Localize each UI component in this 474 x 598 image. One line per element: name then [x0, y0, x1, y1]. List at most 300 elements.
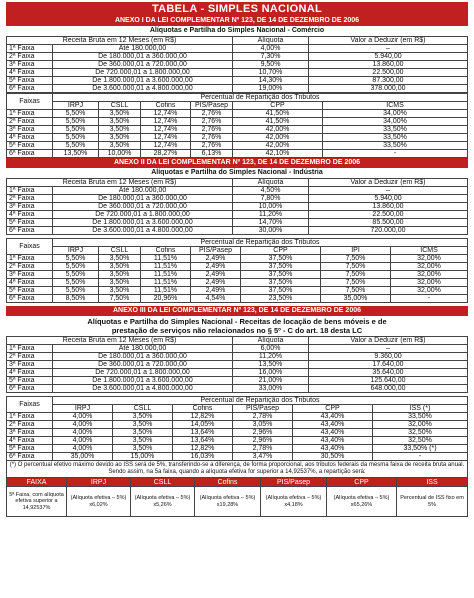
table-row [7, 295, 468, 303]
value-cell: 16,03% [173, 453, 233, 461]
table-row [7, 134, 468, 142]
page-title: TABELA - SIMPLES NACIONAL [6, 2, 468, 16]
value-cell: 37,50% [241, 271, 321, 279]
value-cell: 42,00% [233, 126, 323, 134]
table-row [7, 110, 468, 118]
iss-body-cell: (Alíquota efetiva – 5%) x4,18% [261, 487, 327, 517]
faixa-cell: 2ª Faixa [7, 118, 53, 126]
faixa-cell: 5ª Faixa [7, 377, 53, 385]
annex1-revenue-table [6, 36, 468, 93]
deduct-cell: 720.000,00 [309, 227, 468, 235]
faixa-cell: 4ª Faixa [7, 279, 53, 287]
range-cell: Até 180.000,00 [53, 187, 233, 195]
value-cell: 34,00% [323, 110, 468, 118]
table-row [7, 53, 468, 61]
value-cell: 3,50% [99, 271, 141, 279]
annex3-iss-table [6, 477, 468, 517]
value-cell: 37,50% [241, 287, 321, 295]
value-cell: 33,50% [323, 134, 468, 142]
value-cell: 11,51% [141, 263, 191, 271]
rate-cell: 19,00% [233, 85, 309, 93]
table-row [7, 227, 468, 235]
deduct-cell: – [309, 45, 468, 53]
rate-cell: 33,00% [233, 385, 309, 393]
deduct-header: Valor a Deduzir (em R$) [309, 337, 468, 345]
tax-header: CPP [293, 405, 373, 413]
revenue-header: Receita Bruta em 12 Meses (em R$) [7, 179, 233, 187]
value-cell: 20,96% [141, 295, 191, 303]
rate-cell: 7,80% [233, 195, 309, 203]
value-cell: 2,49% [191, 271, 241, 279]
value-cell: 37,50% [241, 263, 321, 271]
table-row [7, 187, 468, 195]
iss-header-cell: CPP [327, 478, 397, 487]
value-cell: 30,50% [293, 453, 373, 461]
value-cell: 32,50% [373, 429, 468, 437]
value-cell: 32,00% [391, 255, 468, 263]
deduct-cell: 378.000,00 [309, 85, 468, 93]
value-cell: 13,50% [53, 150, 99, 158]
rate-cell: 10,70% [233, 69, 309, 77]
value-cell: 43,40% [293, 429, 373, 437]
faixa-cell: 1ª Faixa [7, 187, 53, 195]
annex3-revenue-table [6, 336, 468, 393]
deduct-cell: 17.640,00 [309, 361, 468, 369]
range-cell: De 180.000,01 a 360.000,00 [53, 195, 233, 203]
deduct-cell: 22.500,00 [309, 211, 468, 219]
value-cell: 35,00% [53, 453, 113, 461]
range-cell: De 720.000,01 a 1.800.000,00 [53, 211, 233, 219]
tax-header: IPI [321, 247, 391, 255]
split-header-row [7, 102, 468, 110]
rate-cell: 6,00% [233, 345, 309, 353]
table-row [7, 203, 468, 211]
range-cell: De 1.800.000,01 a 3.600.000,00 [53, 219, 233, 227]
faixa-cell: 1ª Faixa [7, 413, 53, 421]
value-cell: 3,50% [113, 437, 173, 445]
value-cell: 2,76% [191, 134, 233, 142]
range-cell: Até 180.000,00 [53, 45, 233, 53]
value-cell: 3,50% [99, 142, 141, 150]
value-cell: 42,10% [233, 150, 323, 158]
value-cell: 4,00% [53, 445, 113, 453]
value-cell: 12,74% [141, 134, 191, 142]
table-row [7, 345, 468, 353]
tax-header: ICMS [323, 102, 468, 110]
document-page [6, 2, 468, 517]
annex1-header: ANEXO I DA LEI COMPLEMENTAR Nº 123, DE 14 DE DEZEMBRO DE 2006 [6, 16, 468, 26]
value-cell: 41,50% [233, 118, 323, 126]
tax-header: CPP [241, 247, 321, 255]
table-row [7, 142, 468, 150]
rate-header: Alíquota [233, 37, 309, 45]
value-cell: 2,76% [191, 110, 233, 118]
iss-header-cell: IRPJ [67, 478, 131, 487]
deduct-cell: 125.640,00 [309, 377, 468, 385]
iss-header-cell: CSLL [131, 478, 195, 487]
faixa-cell: 5ª Faixa [7, 219, 53, 227]
faixa-cell: 1ª Faixa [7, 345, 53, 353]
revenue-header: Receita Bruta em 12 Meses (em R$) [7, 37, 233, 45]
faixa-cell: 6ª Faixa [7, 227, 53, 235]
faixa-cell: 6ª Faixa [7, 385, 53, 393]
value-cell: 3,50% [113, 429, 173, 437]
faixa-cell: 3ª Faixa [7, 126, 53, 134]
value-cell: 5,50% [53, 134, 99, 142]
split-title: Percentual de Repartição dos Tributos [53, 397, 468, 405]
value-cell: 4,00% [53, 429, 113, 437]
faixa-cell: 2ª Faixa [7, 263, 53, 271]
iss-body-row [7, 487, 468, 517]
tax-header: CSLL [99, 102, 141, 110]
value-cell: 34,00% [323, 118, 468, 126]
value-cell: 33,50% [373, 413, 468, 421]
table-row [7, 361, 468, 369]
value-cell: 11,51% [141, 287, 191, 295]
deduct-cell: 9.360,00 [309, 353, 468, 361]
tax-header: ISS (*) [373, 405, 468, 413]
faixa-cell: 4ª Faixa [7, 69, 53, 77]
value-cell: 12,82% [173, 445, 233, 453]
value-cell: 3,50% [99, 255, 141, 263]
value-cell: 11,51% [141, 271, 191, 279]
value-cell: 5,50% [53, 110, 99, 118]
table-row [7, 211, 468, 219]
iss-header-cell: FAIXA [7, 478, 67, 487]
rate-header: Alíquota [233, 337, 309, 345]
rate-cell: 21,00% [233, 377, 309, 385]
value-cell: 2,78% [233, 413, 293, 421]
table-row [7, 61, 468, 69]
annex2-subtitle: Alíquotas e Partilha do Simples Nacional - Indústria [151, 169, 323, 176]
value-cell: 43,40% [293, 445, 373, 453]
value-cell: 5,50% [53, 279, 99, 287]
iss-header-row [7, 478, 468, 487]
value-cell: 12,74% [141, 118, 191, 126]
faixa-cell: 3ª Faixa [7, 203, 53, 211]
iss-footnote: (*) O percentual efetivo máximo devido ao ISS será de 5%, transferindo-se a diferença, de forma proporcional, aos tributos federais da mesma faixa de receita bruta anual. Sendo assim, na 5a faixa, quando a alíquota efetiva for superior a 14,92537%, a repartição será: [6, 461, 468, 477]
deduct-cell: – [309, 345, 468, 353]
range-cell: De 360.000,01 a 720.000,00 [53, 61, 233, 69]
value-cell: 2,76% [191, 142, 233, 150]
tax-header: IRPJ [53, 405, 113, 413]
table-row [7, 453, 468, 461]
tax-header: CPP [233, 102, 323, 110]
value-cell: 12,74% [141, 126, 191, 134]
table-header-row [7, 37, 468, 45]
value-cell: 41,50% [233, 110, 323, 118]
value-cell: 3,50% [99, 134, 141, 142]
annex1-subtitle: Alíquotas e Partilha do Simples Nacional - Comércio [149, 27, 325, 34]
tax-header: IRPJ [53, 102, 99, 110]
value-cell: 33,50% [323, 126, 468, 134]
table-row [7, 369, 468, 377]
faixa-cell: 4ª Faixa [7, 369, 53, 377]
value-cell: 5,50% [53, 263, 99, 271]
deduct-cell: 5.940,00 [309, 195, 468, 203]
value-cell: 5,50% [53, 126, 99, 134]
value-cell: 7,50% [321, 263, 391, 271]
annex2-header: ANEXO II DA LEI COMPLEMENTAR Nº 123, DE 14 DE DEZEMBRO DE 2006 [6, 158, 468, 168]
value-cell: 43,40% [293, 413, 373, 421]
faixa-cell: 2ª Faixa [7, 53, 53, 61]
table-row [7, 445, 468, 453]
value-cell: 8,50% [53, 295, 99, 303]
revenue-header: Receita Bruta em 12 Meses (em R$) [7, 337, 233, 345]
range-cell: De 720.000,01 a 1.800.000,00 [53, 369, 233, 377]
tax-header: PIS/Pasep [191, 247, 241, 255]
value-cell: 5,50% [53, 271, 99, 279]
table-header-row [7, 179, 468, 187]
range-cell: De 720.000,01 a 1.800.000,00 [53, 69, 233, 77]
value-cell: 12,82% [173, 413, 233, 421]
table-row [7, 118, 468, 126]
value-cell: 6,13% [191, 150, 233, 158]
iss-header-cell: PIS/Pasep [261, 478, 327, 487]
deduct-cell: 13.860,00 [309, 61, 468, 69]
value-cell: 5,50% [53, 118, 99, 126]
rate-cell: 30,00% [233, 227, 309, 235]
value-cell: 42,00% [233, 134, 323, 142]
annex3-subtitle-line2: prestação de serviços não relacionados no § 5º - C do art. 18 desta LC [111, 326, 363, 335]
annex3-header: ANEXO III DA LEI COMPLEMENTAR Nº 123, DE 14 DE DEZEMBRO DE 2006 [6, 306, 468, 316]
faixa-cell: 4ª Faixa [7, 134, 53, 142]
faixa-cell: 5ª Faixa [7, 77, 53, 85]
range-cell: De 360.000,01 a 720.000,00 [53, 203, 233, 211]
iss-body-cell: 5ª Faixa, com alíquota efetiva superior a 14,92537% [7, 487, 67, 517]
value-cell: 12,74% [141, 110, 191, 118]
value-cell: 32,00% [391, 271, 468, 279]
tax-header: Cofins [173, 405, 233, 413]
annex2-split-table [6, 238, 468, 303]
table-row [7, 413, 468, 421]
value-cell: 7,50% [321, 279, 391, 287]
value-cell: 7,50% [99, 295, 141, 303]
annex1-split-table [6, 93, 468, 158]
iss-body-cell: (Alíquota efetiva – 5%) x6,02% [67, 487, 131, 517]
faixa-cell: 3ª Faixa [7, 361, 53, 369]
value-cell: 3,50% [99, 118, 141, 126]
iss-body-cell: (Alíquota efetiva – 5%) x65,26% [327, 487, 397, 517]
value-cell: 2,96% [233, 429, 293, 437]
value-cell: 33,50% [323, 142, 468, 150]
tax-header: ICMS [391, 247, 468, 255]
faixa-cell: 6ª Faixa [7, 453, 53, 461]
value-cell: 3,50% [113, 413, 173, 421]
rate-header: Alíquota [233, 179, 309, 187]
value-cell: 14,05% [173, 421, 233, 429]
value-cell: 3,50% [99, 279, 141, 287]
deduct-cell: – [309, 187, 468, 195]
deduct-cell: 13.860,00 [309, 203, 468, 211]
faixa-cell: 1ª Faixa [7, 45, 53, 53]
table-row [7, 126, 468, 134]
split-header-row [7, 247, 468, 255]
value-cell: 15,00% [113, 453, 173, 461]
tax-header: PIS/Pasep [233, 405, 293, 413]
faixas-header: Faixas [7, 397, 53, 413]
value-cell: 42,00% [233, 142, 323, 150]
table-row [7, 271, 468, 279]
table-row [7, 85, 468, 93]
iss-body-cell: (Alíquota efetiva – 5%) x19,28% [195, 487, 261, 517]
faixa-cell: 1ª Faixa [7, 110, 53, 118]
rate-cell: 14,70% [233, 219, 309, 227]
table-row [7, 353, 468, 361]
faixa-cell: 4ª Faixa [7, 437, 53, 445]
value-cell: 13,64% [173, 429, 233, 437]
rate-cell: 4,00% [233, 45, 309, 53]
faixa-cell: 4ª Faixa [7, 211, 53, 219]
value-cell: 32,00% [391, 263, 468, 271]
split-header-row [7, 405, 468, 413]
value-cell: 3,50% [99, 110, 141, 118]
faixa-cell: 6ª Faixa [7, 295, 53, 303]
value-cell: 3,50% [99, 126, 141, 134]
range-cell: De 1.800.000,01 a 3.600.000,00 [53, 377, 233, 385]
deduct-cell: 85.500,00 [309, 219, 468, 227]
value-cell: 2,78% [233, 445, 293, 453]
value-cell: - [391, 295, 468, 303]
deduct-cell: 648.000,00 [309, 385, 468, 393]
rate-cell: 10,00% [233, 203, 309, 211]
table-row [7, 437, 468, 445]
value-cell: 3,50% [99, 263, 141, 271]
rate-cell: 16,00% [233, 369, 309, 377]
value-cell: 7,50% [321, 271, 391, 279]
table-row [7, 263, 468, 271]
value-cell: 2,49% [191, 263, 241, 271]
value-cell: 37,50% [241, 255, 321, 263]
table-row [7, 287, 468, 295]
annex3-subtitle [6, 316, 468, 336]
annex3-split-table [6, 396, 468, 461]
faixa-cell: 5ª Faixa [7, 445, 53, 453]
rate-cell: 4,50% [233, 187, 309, 195]
faixas-header: Faixas [7, 94, 53, 110]
faixa-cell: 2ª Faixa [7, 353, 53, 361]
value-cell: 32,00% [391, 287, 468, 295]
table-row [7, 150, 468, 158]
deduct-cell: 5.940,00 [309, 53, 468, 61]
tax-header: IRPJ [53, 247, 99, 255]
value-cell: 33,50% (*) [373, 445, 468, 453]
deduct-header: Valor a Deduzir (em R$) [309, 37, 468, 45]
value-cell: 2,76% [191, 126, 233, 134]
value-cell: 32,50% [373, 437, 468, 445]
range-cell: De 3.600.000,01 a 4.800.000,00 [53, 227, 233, 235]
value-cell: 28,27% [141, 150, 191, 158]
range-cell: De 360.000,01 a 720.000,00 [53, 361, 233, 369]
rate-cell: 13,50% [233, 361, 309, 369]
value-cell: 5,50% [53, 142, 99, 150]
value-cell: 7,50% [321, 255, 391, 263]
deduct-cell: 35.640,00 [309, 369, 468, 377]
value-cell: 35,00% [321, 295, 391, 303]
value-cell: 2,49% [191, 287, 241, 295]
deduct-cell: 22.500,00 [309, 69, 468, 77]
value-cell: 2,96% [233, 437, 293, 445]
rate-cell: 11,20% [233, 353, 309, 361]
range-cell: De 1.800.000,01 a 3.600.000,00 [53, 77, 233, 85]
value-cell: 37,50% [241, 279, 321, 287]
value-cell: 2,76% [191, 118, 233, 126]
tax-header: CSLL [99, 247, 141, 255]
rate-cell: 14,30% [233, 77, 309, 85]
rate-cell: 7,30% [233, 53, 309, 61]
rate-cell: 11,20% [233, 211, 309, 219]
value-cell: 2,49% [191, 279, 241, 287]
annex2-revenue-table [6, 178, 468, 235]
value-cell: 13,64% [173, 437, 233, 445]
range-cell: De 3.600.000,01 a 4.800.000,00 [53, 385, 233, 393]
value-cell: 4,00% [53, 413, 113, 421]
table-row [7, 255, 468, 263]
faixa-cell: 6ª Faixa [7, 150, 53, 158]
faixa-cell: 5ª Faixa [7, 287, 53, 295]
table-row [7, 195, 468, 203]
table-row [7, 45, 468, 53]
table-row [7, 69, 468, 77]
range-cell: Até 180.000,00 [53, 345, 233, 353]
value-cell: 4,00% [53, 437, 113, 445]
value-cell: 4,54% [191, 295, 241, 303]
value-cell: 2,49% [191, 255, 241, 263]
table-row [7, 219, 468, 227]
value-cell: 3,05% [233, 421, 293, 429]
tax-header: Cofins [141, 102, 191, 110]
deduct-cell: 87.300,00 [309, 77, 468, 85]
value-cell: - [373, 453, 468, 461]
table-row [7, 429, 468, 437]
faixa-cell: 3ª Faixa [7, 61, 53, 69]
value-cell: 3,50% [113, 421, 173, 429]
faixa-cell: 5ª Faixa [7, 142, 53, 150]
table-row [7, 279, 468, 287]
faixa-cell: 2ª Faixa [7, 195, 53, 203]
value-cell: 11,51% [141, 279, 191, 287]
value-cell: 3,47% [233, 453, 293, 461]
value-cell: 23,50% [241, 295, 321, 303]
faixa-cell: 2ª Faixa [7, 421, 53, 429]
value-cell: - [323, 150, 468, 158]
faixa-cell: 3ª Faixa [7, 429, 53, 437]
value-cell: 10,00% [99, 150, 141, 158]
iss-header-cell: Cofins [195, 478, 261, 487]
value-cell: 32,00% [391, 279, 468, 287]
tax-header: PIS/Pasep [191, 102, 233, 110]
value-cell: 12,74% [141, 142, 191, 150]
value-cell: 43,40% [293, 421, 373, 429]
rate-cell: 9,50% [233, 61, 309, 69]
faixa-cell: 3ª Faixa [7, 271, 53, 279]
value-cell: 3,50% [113, 445, 173, 453]
range-cell: De 3.600.000,01 a 4.800.000,00 [53, 85, 233, 93]
tax-header: CSLL [113, 405, 173, 413]
value-cell: 11,51% [141, 255, 191, 263]
table-row [7, 77, 468, 85]
table-row [7, 385, 468, 393]
value-cell: 32,00% [373, 421, 468, 429]
table-row [7, 377, 468, 385]
split-title: Percentual de Repartição dos Tributos [53, 94, 468, 102]
tax-header: Cofins [141, 247, 191, 255]
deduct-header: Valor a Deduzir (em R$) [309, 179, 468, 187]
table-header-row [7, 337, 468, 345]
value-cell: 7,50% [321, 287, 391, 295]
value-cell: 5,50% [53, 287, 99, 295]
split-title: Percentual de Repartição dos Tributos [53, 239, 468, 247]
